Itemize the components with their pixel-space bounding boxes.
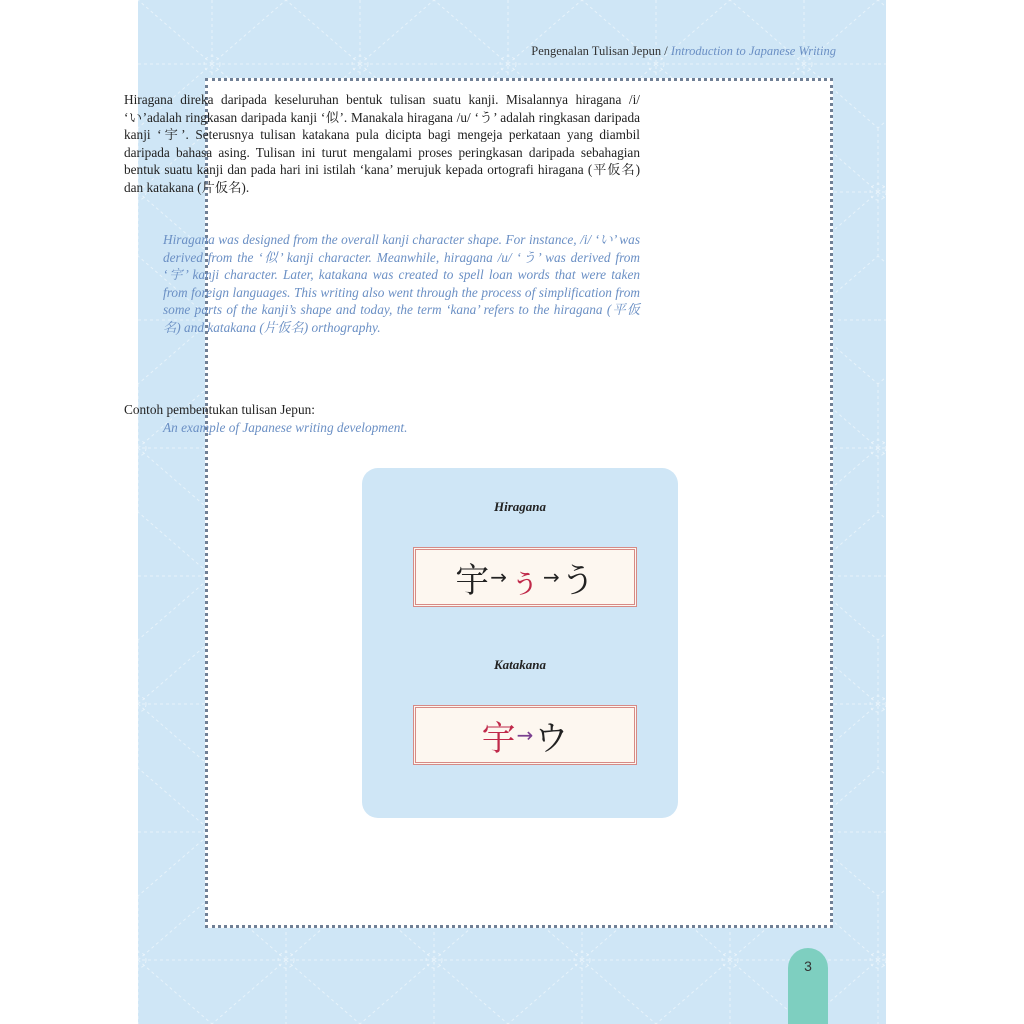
hiragana-kanji-source: 宇 bbox=[455, 560, 490, 601]
katakana-kanji-source: 宇 bbox=[481, 718, 516, 759]
paragraph-english: Hiragana was designed from the overall kanji character shape. For instance, /i/ ‘い’ was derived from the ‘似’ kanji character. Meanwhile, hiragana /u/ ‘う’ was derived from ‘宇’ kanji character. Later, katakana was created to spell loan words that were taken from foreign languages. This writing also went through the process of simplification from some parts of the kanji’s shape and today, the term ‘kana’ refers to the hiragana (平仮名) and katakana (片仮名) orthography. bbox=[163, 232, 640, 335]
arrow-icon: → bbox=[516, 723, 534, 747]
katakana-development-box bbox=[413, 705, 637, 765]
page-number-tab bbox=[788, 948, 828, 1024]
hiragana-label: Hiragana bbox=[493, 499, 546, 514]
example-label-english: An example of Japanese writing development. bbox=[163, 420, 408, 435]
header-title-ms: Pengenalan Tulisan Jepun / bbox=[531, 44, 668, 58]
page-number: 3 bbox=[804, 958, 812, 974]
katakana-label: Katakana bbox=[493, 657, 546, 672]
writing-example-panel bbox=[362, 468, 678, 818]
header-title-en: Introduction to Japanese Writing bbox=[670, 44, 836, 58]
example-label-malay: Contoh pembentukan tulisan Jepun: bbox=[124, 402, 315, 417]
paragraph-malay: Hiragana direka daripada keseluruhan bentuk tulisan suatu kanji. Misalannya hiragana /i/ ‘い’adalah ringkasan daripada kanji ‘似’. Manakala hiragana /u/ ‘う’ adalah ringkasan daripada kanji ‘宇’. Seterusnya tulisan katakana pula dicipta bagi mengeja perkataan yang diambil daripada bahasa asing. Tulisan ini turut mengalami proses peringkasan daripada sebahagian bentuk suatu kanji dan pada hari ini istilah ‘kana’ merujuk kepada ortografi hiragana (平仮名) dan katakana (片仮名). bbox=[124, 92, 640, 195]
hiragana-development-box bbox=[413, 547, 637, 607]
running-header bbox=[531, 44, 836, 59]
hiragana-result: う bbox=[560, 560, 595, 601]
katakana-result: ウ bbox=[534, 718, 569, 759]
arrow-icon: → bbox=[543, 565, 560, 589]
hiragana-intermediate-form: ぅ bbox=[508, 560, 542, 601]
arrow-icon: → bbox=[490, 565, 507, 589]
